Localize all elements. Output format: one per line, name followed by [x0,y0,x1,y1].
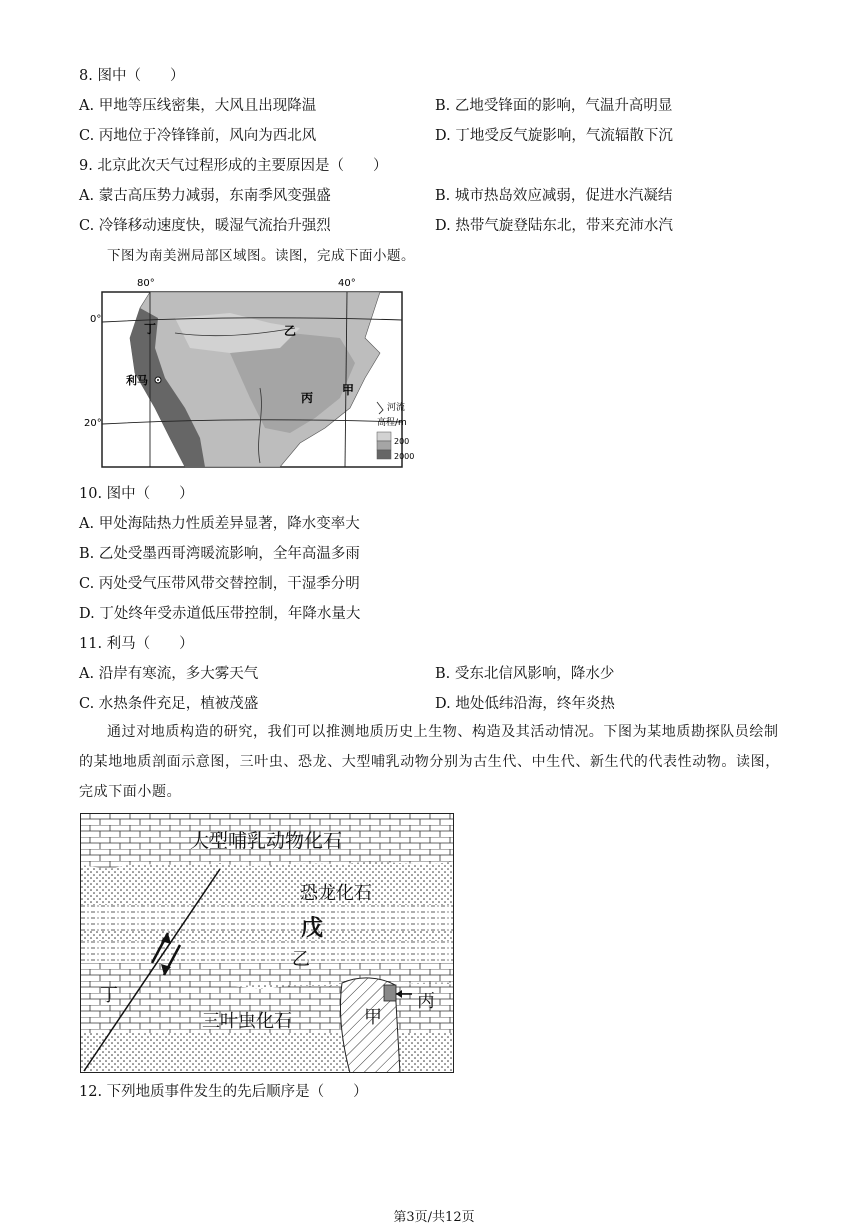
q9-option-c: C. 冷锋移动速度快，暖湿气流抬升强烈 [79,218,331,234]
geologic-cross-section [80,813,454,1073]
q10-stem: 10. 图中（ ） [79,486,194,502]
map-label-bing: 丙 [301,391,314,405]
map-lat-0: 0° [90,314,102,325]
legend-2000: 2000 [394,452,415,461]
q8-option-c: C. 丙地位于冷锋锋前，风向为西北风 [79,128,317,144]
q10-option-d: D. 丁处终年受赤道低压带控制，年降水量大 [79,606,361,622]
q8-option-b: B. 乙地受锋面的影响，气温升高明显 [435,98,673,114]
legend-river: 河流 [387,403,406,413]
label-bing: 丙 [417,991,435,1012]
q8-option-a: A. 甲地等压线密集，大风且出现降温 [79,98,317,114]
label-jia: 甲 [364,1007,382,1028]
q9-option-b: B. 城市热岛效应减弱，促进水汽凝结 [435,188,673,204]
q11-option-c: C. 水热条件充足，植被茂盛 [79,696,259,712]
q12-stem: 12. 下列地质事件发生的先后顺序是（ ） [79,1084,368,1100]
map-label-lima: 利马 [126,374,148,387]
label-ding: 丁 [100,985,118,1006]
label-dinosaur-fossil: 恐龙化石 [300,883,372,904]
page-footer: 第3页/共12页 [393,1210,475,1225]
south-america-map [80,278,420,470]
map-lat-20: 20° [84,418,102,429]
q11-option-a: A. 沿岸有寒流，多大雾天气 [79,666,259,682]
q9-option-d: D. 热带气旋登陆东北，带来充沛水汽 [435,218,673,234]
q8-stem: 8. 图中（ ） [79,68,185,84]
q9-stem: 9. 北京此次天气过程形成的主要原因是（ ） [79,158,388,174]
legend-200: 200 [394,437,410,446]
q11-option-d: D. 地处低纬沿海，终年炎热 [435,696,615,712]
label-mammal-fossil: 大型哺乳动物化石 [190,830,343,852]
label-trilobite-fossil: 三叶虫化石 [202,1011,292,1032]
map-label-yi: 乙 [284,324,297,338]
map-lon-80: 80° [137,278,155,289]
map-lon-40: 40° [338,278,356,289]
label-yi: 乙 [292,949,310,970]
map-label-jia: 甲 [342,383,355,397]
q11-stem: 11. 利马（ ） [79,636,194,652]
map-intro: 下图为南美洲局部区域图。读图，完成下面小题。 [107,248,415,264]
q8-option-d: D. 丁地受反气旋影响，气流辐散下沉 [435,128,673,144]
q11-option-b: B. 受东北信风影响，降水少 [435,666,615,682]
q10-option-c: C. 丙处受气压带风带交替控制，干湿季分明 [79,576,360,592]
q10-option-b: B. 乙处受墨西哥湾暖流影响，全年高温多雨 [79,546,360,562]
q10-option-a: A. 甲处海陆热力性质差异显著，降水变率大 [79,516,360,532]
legend-elevation: 高程/m [377,418,407,428]
q9-option-a: A. 蒙古高压势力减弱，东南季风变强盛 [79,188,331,204]
map-label-ding: 丁 [144,322,157,336]
geology-intro: 通过对地质构造的研究，我们可以推测地质历史上生物、构造及其活动情况。下图为某地质勘探队员绘制的某地地质剖面示意图，三叶虫、恐龙、大型哺乳动物分别为古生代、中生代、新生代的代表性动物。读图，完成下面小题。 [79,724,780,800]
label-wu: 戊 [301,916,324,941]
